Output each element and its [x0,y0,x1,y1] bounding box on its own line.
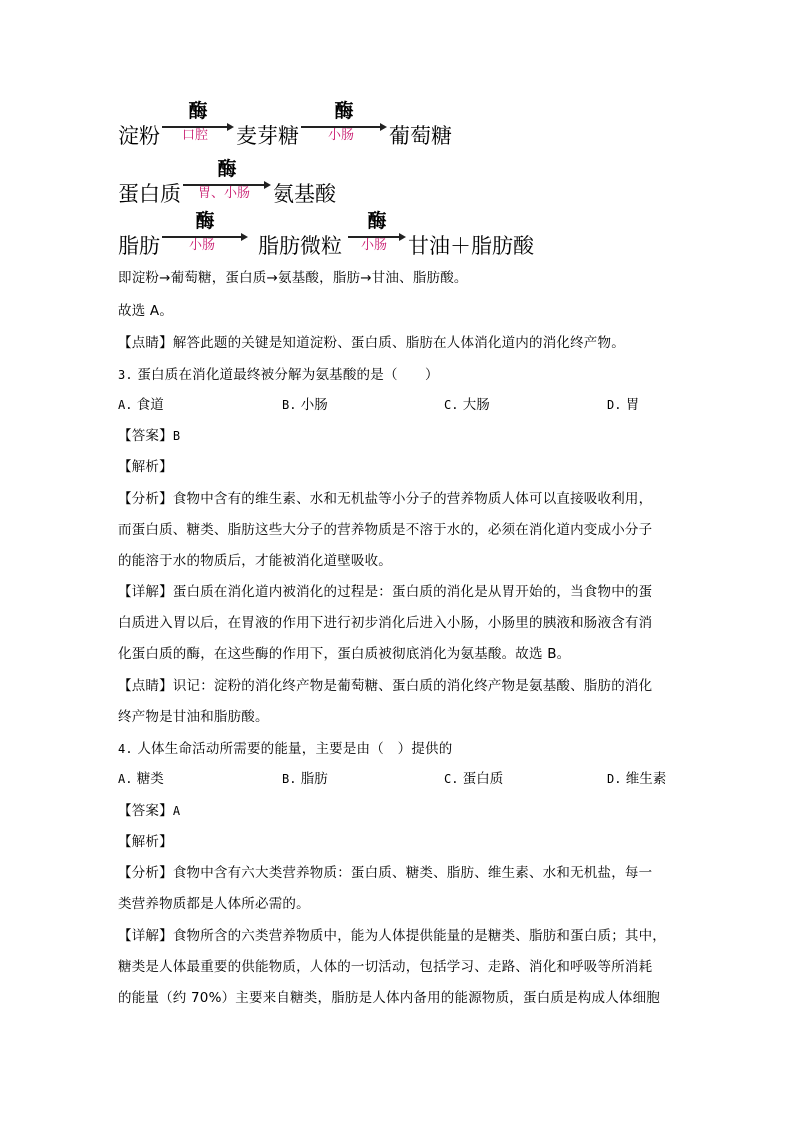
answer-value: B [172,429,181,443]
option-a [118,770,164,788]
reaction-arrow-small-intestine [348,210,406,258]
option-key: A. [118,398,133,412]
xiangjie-line-2: 糖类是人体最重要的供能物质，人体的一切活动，包括学习、走路、消化和呼吸等所消耗 [118,959,653,975]
digestion-site-label: 小肠 [188,238,215,253]
option-text: 小肠 [300,397,328,413]
fenxi-tag: 【分析】 [118,491,173,507]
protein-digestion-equation [118,158,336,206]
reactant-fat: 脂肪 [118,234,160,258]
option-b [282,770,328,788]
arrow-head-icon [399,233,406,241]
xiangjie-line-1 [118,583,652,601]
question-text: 蛋白质在消化道最终被分解为氨基酸的是（ ） [137,367,439,383]
product-glucose: 葡萄糖 [389,124,452,148]
question-number: 3. [118,368,133,382]
xiangjie-line-3: 的能量（约 70%）主要来自糖类，脂肪是人体内备用的能源物质，蛋白质是构成人体细胞 [118,990,660,1006]
option-key: C. [444,772,459,786]
xiangjie-tag: 【详解】 [118,584,173,600]
arrow-head-icon [264,181,271,189]
digestion-site-label: 口腔 [181,128,208,143]
option-c [444,770,503,788]
dianjing-line-2: 终产物是甘油和脂肪酸。 [118,709,269,725]
digestion-site-label: 胃、小肠 [197,186,250,201]
arrow-head-icon [227,123,234,131]
fenxi-text: 食物中含有六大类营养物质：蛋白质、糖类、脂肪、维生素、水和无机盐，每一 [172,865,653,881]
dianjing-text: 解答此题的关键是知道淀粉、蛋白质、脂肪在人体消化道内的消化终产物。 [172,335,625,351]
option-d [607,770,666,788]
enzyme-label: 酶 [367,210,387,232]
choice-statement: 故选 A。 [118,303,174,319]
answer-tag: 【答案】 [118,803,173,819]
xiangjie-tag: 【详解】 [118,928,173,944]
product-maltose: 麦芽糖 [236,124,299,148]
xiangjie-line-1 [118,927,666,945]
answer-tag: 【答案】 [118,428,173,444]
fenxi-tag: 【分析】 [118,865,173,881]
option-a [118,396,164,414]
fenxi-line-1 [118,864,652,882]
reaction-arrow-mouth [162,100,234,148]
question-number: 4. [118,742,133,756]
fat-digestion-equation [118,210,534,258]
dianjing-tag: 【点睛】 [118,335,173,351]
option-key: D. [607,398,622,412]
option-text: 糖类 [136,771,164,787]
enzyme-label: 酶 [188,100,208,122]
xiangjie-text: 食物所含的六类营养物质中，能为人体提供能量的是糖类、脂肪和蛋白质；其中， [172,928,667,944]
option-b [282,396,328,414]
enzyme-label: 酶 [217,158,237,180]
reactant-protein: 蛋白质 [118,182,181,206]
option-d [607,396,639,414]
starch-digestion-equation [118,100,452,148]
reactant-starch: 淀粉 [118,124,160,148]
enzyme-label: 酶 [195,210,215,232]
dianjing-line-1 [118,677,652,695]
fenxi-line-3: 的能溶于水的物质后，才能被消化道壁吸收。 [118,553,392,569]
enzyme-label: 酶 [334,100,354,122]
question-text: 人体生命活动所需要的能量，主要是由（ ）提供的 [137,741,453,757]
question-3-stem [118,366,439,384]
xiangjie-line-3: 化蛋白质的酶，在这些酶的作用下，蛋白质被彻底消化为氨基酸。故选 B。 [118,646,571,662]
summary-line: 即淀粉→葡萄糖，蛋白质→氨基酸，脂肪→甘油、脂肪酸。 [118,270,468,286]
fenxi-line-2: 而蛋白质、糖类、脂肪这些大分子的营养物质是不溶于水的，必须在消化道内变成小分子 [118,522,653,538]
option-text: 胃 [625,397,640,413]
fenxi-line-2: 类营养物质都是人体所必需的。 [118,896,310,912]
arrow-head-icon [380,123,387,131]
option-text: 食道 [136,397,164,413]
xiangjie-text: 蛋白质在消化道内被消化的过程是：蛋白质的消化是从胃开始的，当食物中的蛋 [172,584,653,600]
dianjing-tag: 【点睛】 [118,678,173,694]
reaction-arrow-small-intestine [162,210,248,258]
option-text: 维生素 [625,771,667,787]
fenxi-text: 食物中含有的维生素、水和无机盐等小分子的营养物质人体可以直接吸收利用， [172,491,653,507]
question-4-stem [118,740,452,758]
reaction-arrow-small-intestine [301,100,387,148]
option-c [444,396,490,414]
fenxi-line-1 [118,490,652,508]
option-text: 蛋白质 [462,771,504,787]
arrow-head-icon [241,233,248,241]
analysis-heading: 【解析】 [118,834,173,850]
option-key: D. [607,772,622,786]
dianjing-text: 识记：淀粉的消化终产物是葡萄糖、蛋白质的消化终产物是氨基酸、脂肪的消化 [172,678,653,694]
dianjing-paragraph [118,334,625,352]
option-text: 脂肪 [300,771,328,787]
answer-value: A [172,804,181,818]
option-text: 大肠 [462,397,490,413]
analysis-heading: 【解析】 [118,459,173,475]
product-glycerol-fatty-acid: 甘油＋脂肪酸 [408,234,534,258]
option-key: B. [282,398,297,412]
option-key: A. [118,772,133,786]
product-amino-acid: 氨基酸 [273,182,336,206]
option-key: C. [444,398,459,412]
answer-line [118,427,180,445]
reaction-arrow-stomach-intestine [183,158,271,206]
product-fat-droplets: 脂肪微粒 [258,234,342,258]
digestion-site-label: 小肠 [327,128,354,143]
answer-line [118,802,180,820]
digestion-site-label: 小肠 [360,238,387,253]
option-key: B. [282,772,297,786]
xiangjie-line-2: 白质进入胃以后，在胃液的作用下进行初步消化后进入小肠，小肠里的胰液和肠液含有消 [118,615,653,631]
